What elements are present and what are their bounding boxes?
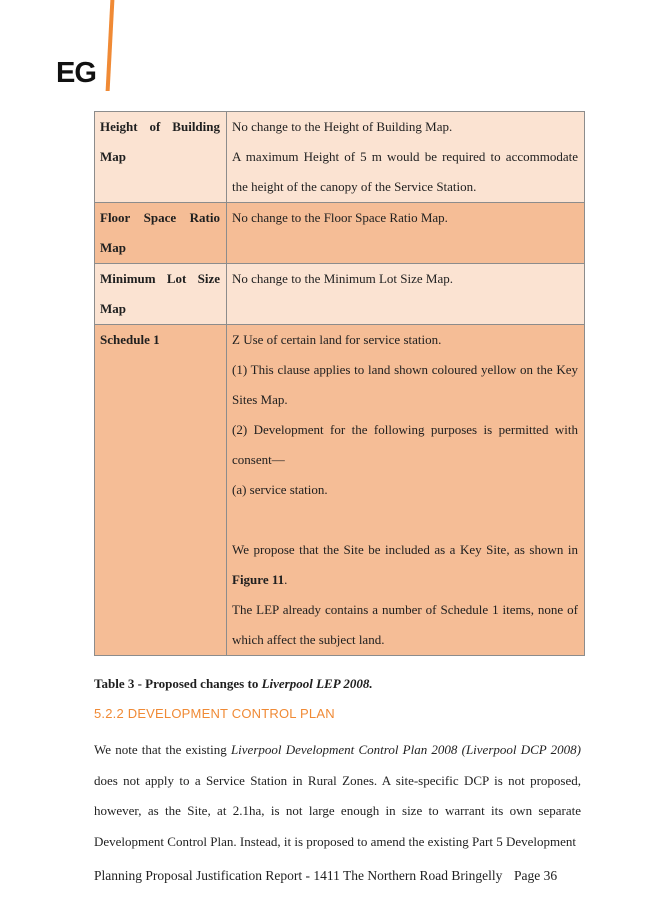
- row-text-part: .: [284, 572, 288, 587]
- row-text: A maximum Height of 5 m would be required to accommodate the height of the canopy of the Service Station.: [232, 149, 578, 194]
- row-text-part: We propose that the Site be included as a Key Site, as shown in: [232, 542, 578, 557]
- proposed-changes-table: [94, 111, 585, 656]
- row-content: [227, 325, 585, 656]
- page-number: Page 36: [514, 868, 558, 883]
- row-label: Minimum Lot Size Map: [95, 264, 227, 325]
- row-content: [227, 203, 585, 264]
- body-italic: Liverpool Development Control Plan 2008 (Liverpool DCP 2008): [230, 742, 581, 757]
- section-heading: 5.2.2 DEVELOPMENT CONTROL PLAN: [94, 706, 335, 721]
- logo-text: EG: [56, 57, 96, 89]
- table-row: [95, 203, 585, 264]
- row-label: Floor Space Ratio Map: [95, 203, 227, 264]
- row-text: [232, 535, 578, 595]
- body-paragraph: [94, 735, 581, 857]
- row-text: The LEP already contains a number of Schedule 1 items, none of which affect the subject land.: [232, 602, 578, 647]
- row-text: No change to the Height of Building Map.: [232, 119, 453, 134]
- figure-reference: Figure 11: [232, 572, 285, 587]
- row-label: Schedule 1: [95, 325, 227, 656]
- table-row: [95, 264, 585, 325]
- footer-title: Planning Proposal Justification Report - 1411 The Northern Road Bringelly: [94, 868, 503, 883]
- body-text-part: does not apply to a Service Station in Rural Zones. A site-specific DCP is not proposed, however, as the Site, at 2.1ha, is not large enough in size to warrant its own separate Development Control Plan. Instead, it is proposed to amend the existing Part 5 Development: [94, 772, 581, 849]
- row-text: (2) Development for the following purposes is permitted with consent—: [232, 422, 578, 467]
- row-content: [227, 264, 585, 325]
- row-text: No change to the Minimum Lot Size Map.: [232, 271, 453, 286]
- body-text-part: We note that the existing: [94, 742, 231, 757]
- caption-italic: Liverpool LEP 2008.: [261, 676, 373, 691]
- company-logo: [56, 0, 126, 95]
- row-text: No change to the Floor Space Ratio Map.: [232, 210, 448, 225]
- caption-text: Table 3 - Proposed changes to: [94, 676, 262, 691]
- row-text: Z Use of certain land for service station.: [232, 332, 442, 347]
- table-row: [95, 325, 585, 656]
- logo-accent-bar: [106, 0, 115, 91]
- page-footer: [94, 868, 564, 884]
- row-label: Height of Building Map: [95, 112, 227, 203]
- table-row: [95, 112, 585, 203]
- table-caption: [94, 676, 373, 692]
- row-text: (1) This clause applies to land shown coloured yellow on the Key Sites Map.: [232, 362, 578, 407]
- row-text: (a) service station.: [232, 482, 328, 497]
- row-content: [227, 112, 585, 203]
